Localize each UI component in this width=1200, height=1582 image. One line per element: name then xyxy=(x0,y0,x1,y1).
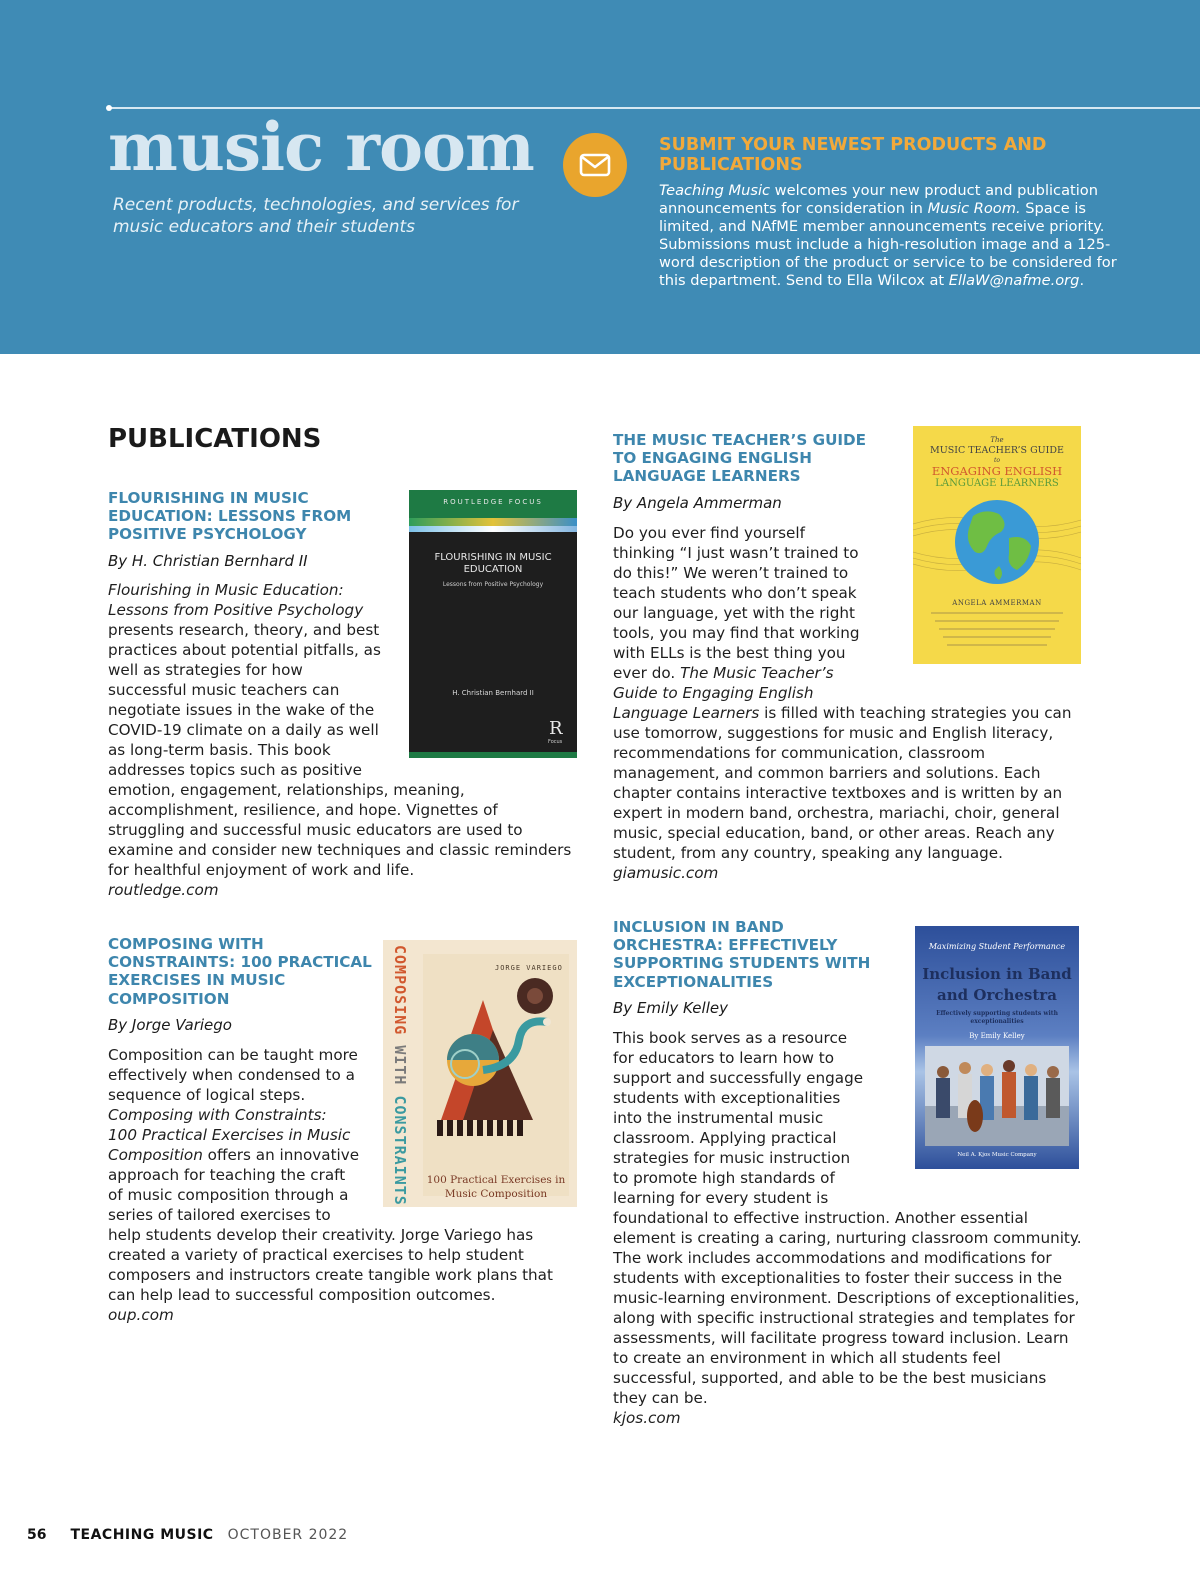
section-title: PUBLICATIONS xyxy=(108,424,322,454)
submit-text-1: welcomes your new product and publication announcements for consideration in xyxy=(659,182,1098,218)
cover-title-line2: and Orchestra xyxy=(937,986,1057,1004)
cover-title-line1: Inclusion in Band xyxy=(922,965,1072,983)
abstract-music-illustration xyxy=(423,970,569,1150)
cover-band-bottom xyxy=(409,752,577,758)
article-link-oup[interactable]: oup.com xyxy=(108,1306,174,1324)
article-author-flourishing: By H. Christian Bernhard II xyxy=(108,552,308,570)
article-title-flourishing: FLOURISHING IN MUSIC EDUCATION: LESSONS FROM POSITIVE PSYCHOLOGY xyxy=(108,489,352,544)
article-link-giamusic[interactable]: giamusic.com xyxy=(613,864,719,882)
cover-contributors-line xyxy=(947,644,1047,646)
cover-contributors-line xyxy=(935,620,1059,622)
cover-stripe-light xyxy=(409,526,577,532)
students-photo xyxy=(925,1046,1069,1146)
cover-subtitle: Lessons from Positive Psychology xyxy=(442,581,544,588)
book-cover-inclusion xyxy=(915,926,1079,1169)
spine-word-composing: COMPOSING xyxy=(391,945,409,1046)
cover-author: ANGELA AMMERMAN xyxy=(952,599,1042,607)
cover-series: ROUTLEDGE FOCUS xyxy=(443,498,543,506)
cover-subtitle-line2: Music Composition xyxy=(444,1188,548,1200)
article-title-inclusion: INCLUSION IN BAND ORCHESTRA: EFFECTIVELY SUPPORTING STUDENTS WITH EXCEPTIONALITIES xyxy=(613,918,871,991)
article-text-b: offers an innovative approach for teaching the craft of music composition through a series of tailored exercises to help students develop their creativity. Jorge Variego has created a variety of practical exercises to help student composers and instructors create tangible work plans that can help lead to successful composition outcomes. xyxy=(108,1146,553,1304)
submit-title: SUBMIT YOUR NEWEST PRODUCTS AND PUBLICATIONS xyxy=(659,135,1047,175)
masthead-title: music room xyxy=(108,108,534,186)
cover-contributors-line xyxy=(931,612,1063,614)
cover-contributors-line xyxy=(943,636,1051,638)
cover-subtitle xyxy=(423,1173,569,1201)
submit-italic-magazine: Teaching Music xyxy=(659,182,771,199)
submit-italic-department: Music Room. xyxy=(927,200,1021,218)
article-title-ell-guide: THE MUSIC TEACHER’S GUIDE TO ENGAGING ENGLISH LANGUAGE LEARNERS xyxy=(613,431,867,486)
cover-author: H. Christian Bernhard II xyxy=(452,689,534,697)
cover-to: to xyxy=(993,457,1001,464)
article-italic-title: Composing with Constraints: 100 Practical Exercises in Music Composition xyxy=(108,1106,351,1164)
article-italic-title: The Music Teacher’s Guide to Engaging English Language Learners xyxy=(613,664,834,722)
cover-the: The xyxy=(990,436,1004,444)
submit-body xyxy=(659,182,1129,291)
page-header xyxy=(0,0,1200,354)
cover-publisher: Neil A. Kjos Music Company xyxy=(957,1152,1037,1158)
article-link-routledge[interactable]: routledge.com xyxy=(108,881,219,899)
cover-title xyxy=(915,964,1079,1006)
cover-subtitle-line1: 100 Practical Exercises in xyxy=(426,1174,566,1186)
envelope-icon xyxy=(563,133,627,197)
article-text: presents research, theory, and best practices about potential pitfalls, as well as strategies for how successful music teachers can negotiate issues in the wake of the COVID-19 climate on a daily as well as long-term basis. This book addresses topics such as positive emotion, engagement, relationships, meaning, accomplishment, resilience, and hope. Vignettes of struggling and successful music educators are used to examine and consider new techniques and classic reminders for healthful enjoyment of work and life. xyxy=(108,621,572,879)
article-text: This book serves as a resource for educators to learn how to support and successfully engage students with exceptionalities into the instrumental music classroom. Applying practical strategies for music instruction to promote high standards of learning for every student is foundational to effective instruction. Another essential element is creating a caring, nurturing classroom community. The work includes accommodations and modifications for students with exceptionalities to foster their success in the music-learning environment. Descriptions of exceptionalities, along with specific instructional strategies and templates for assessments, will facilitate progress toward inclusion. Learn to create an environment in which all students feel successful, supported, and able to be the best musicians they can be. xyxy=(613,1029,1082,1407)
submit-text-2: Space is limited, and NAfME member announcements receive priority. Submissions must include a high-resolution image and a 125-word description of the product or service to be considered for this department. Send to Ella Wilcox at xyxy=(659,200,1117,290)
cover-title: FLOURISHING IN MUSIC EDUCATION xyxy=(434,552,552,575)
cover-title-line2: ENGAGING ENGLISH xyxy=(931,464,1063,478)
article-text-a: Composition can be taught more effectively when condensed to a sequence of logical steps. xyxy=(108,1046,358,1104)
cover-series: Maximizing Student Performance xyxy=(928,942,1066,951)
cover-subtitle: Effectively supporting students with exceptionalities xyxy=(936,1010,1058,1025)
cover-stripe xyxy=(409,518,577,526)
cover-author: JORGE VARIEGO xyxy=(495,964,563,972)
article-title-composing: COMPOSING WITH CONSTRAINTS: 100 PRACTICAL EXERCISES IN MUSIC COMPOSITION xyxy=(108,935,372,1008)
cover-author: By Emily Kelley xyxy=(969,1032,1025,1040)
page-footer xyxy=(27,1527,348,1543)
submit-text-3: . xyxy=(1079,272,1085,290)
submit-email-link[interactable]: EllaW@nafme.org xyxy=(948,272,1080,290)
issue-date: OCTOBER 2022 xyxy=(227,1527,349,1543)
spine-word-with: WITH xyxy=(391,1045,409,1096)
page-number: 56 xyxy=(27,1527,47,1543)
book-cover-ell-guide xyxy=(913,426,1081,664)
book-cover-flourishing xyxy=(409,490,577,758)
article-text-a: Do you ever find yourself thinking “I just wasn’t trained to do this!” We weren’t trained to teach students who don’t speak our language, yet with the right tools, you may find that working with ELLs is the best thing you ever do. xyxy=(613,524,860,682)
article-author-inclusion: By Emily Kelley xyxy=(613,999,728,1017)
cover-spine-title xyxy=(389,945,409,1205)
article-author-composing: By Jorge Variego xyxy=(108,1016,232,1034)
globe-music-illustration xyxy=(913,494,1081,594)
cover-title-line3: LANGUAGE LEARNERS xyxy=(935,478,1059,489)
book-cover-composing xyxy=(383,940,577,1207)
cover-contributors-line xyxy=(939,628,1055,630)
spine-word-constraints: CONSTRAINTS xyxy=(391,1095,409,1206)
article-author-ell-guide: By Angela Ammerman xyxy=(613,494,782,512)
masthead-tagline: Recent products, technologies, and services for music educators and their students xyxy=(113,195,519,237)
magazine-name: TEACHING MUSIC xyxy=(70,1527,214,1543)
publisher-logo: R xyxy=(549,718,563,739)
cover-title-line1: MUSIC TEACHER’S GUIDE xyxy=(930,445,1064,456)
article-italic-title: Flourishing in Music Education: Lessons from Positive Psychology xyxy=(108,581,364,619)
article-text-b: is filled with teaching strategies you can use tomorrow, suggestions for music and English literacy, recommendations for communication, classroom management, and common barriers and solutions. Each chapter contains interactive textboxes and is written by an expert in modern band, orchestra, mariachi, choir, general music, special education, band, or other areas. Reach any student, from any country, speaking any language. xyxy=(613,704,1072,862)
article-link-kjos[interactable]: kjos.com xyxy=(613,1409,681,1427)
publisher-word: Focus xyxy=(548,739,563,745)
